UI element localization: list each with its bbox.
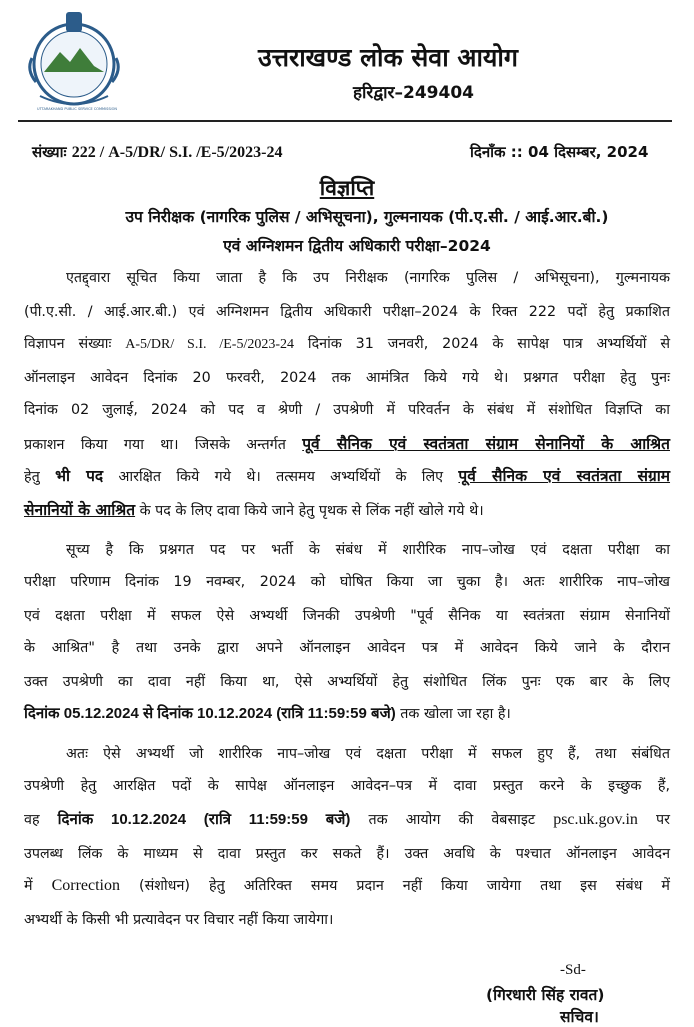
- text-span: तक खोला जा रहा है।: [400, 706, 511, 722]
- paragraph-3-line: [24, 810, 670, 830]
- subject-line-1: उप निरीक्षक (नागरिक पुलिस / अभिसूचना), गुल्मनायक (पी.ए.सी. / आई.आर.बी.): [125, 208, 609, 226]
- paragraph-2-line: के आश्रित" है तथा उनके द्वारा अपने ऑनलाइन आवेदन पत्र में आवेदन किये जाने के दौरान: [24, 640, 670, 656]
- subject-line-2: एवं अग्निशमन द्वितीय अधिकारी परीक्षा–2024: [223, 237, 491, 255]
- signed-mark: -Sd-: [560, 962, 586, 978]
- commission-address: हरिद्वार–249404: [353, 83, 474, 103]
- text-span: विज्ञापन संख्याः: [24, 336, 112, 352]
- deadline-window: दिनांक 05.12.2024 से दिनांक 10.12.2024 (रात्रि 11:59:59 बजे): [24, 705, 396, 722]
- advert-number: A-5/DR/ S.I. /E-5/2023-24: [125, 337, 294, 352]
- paragraph-1-line: [24, 466, 670, 487]
- correction-term: Correction: [51, 877, 120, 894]
- reference-number: [32, 142, 282, 162]
- reference-label: संख्याः: [32, 143, 67, 161]
- paragraph-2-line: एवं दक्षता परीक्षा में सफल ऐसे अभ्यर्थी जिनकी उपश्रेणी "पूर्व सैनिक या स्वतंत्रता संग्राम सेनानियों: [24, 608, 670, 624]
- text-span: हेतु: [24, 469, 40, 485]
- text-span: प्रकाशन किया गया था। जिसके अन्तर्गत: [24, 437, 286, 453]
- text-span: तक आयोग की वेबसाइट: [368, 812, 536, 828]
- notice-heading: [0, 174, 694, 202]
- text-span: में: [24, 878, 33, 894]
- paragraph-1-line: [24, 500, 670, 521]
- paragraph-1-line: (पी.ए.सी. / आई.आर.बी.) एवं अग्निशमन द्वितीय अधिकारी परीक्षा–2024 के रिक्त 222 पदों हेतु प्रकाशित: [24, 304, 670, 320]
- logo-caption: UTTARAKHAND PUBLIC SERVICE COMMISSION: [37, 107, 117, 111]
- paragraph-1-line: दिनांक 02 जुलाई, 2024 को पद व श्रेणी / उपश्रेणी में परिवर्तन के संबंध में संशोधित विज्ञप्ति का: [24, 402, 670, 418]
- paragraph-3-line: अतः ऐसे अभ्यर्थी जो शारीरिक नाप–जोख एवं दक्षता परीक्षा में सफल हुए हैं, तथा संबंधित: [66, 746, 670, 762]
- paragraph-2-line: परीक्षा परिणाम दिनांक 19 नवम्बर, 2024 को घोषित किया जा चुका है। अतः शारीरिक नाप–जोख: [24, 574, 670, 590]
- paragraph-3-line: [24, 876, 670, 896]
- commission-logo: [22, 8, 126, 112]
- text-span: के पद के लिए दावा किये जाने हेतु पृथक से लिंक नहीं खोले गये थे।: [139, 503, 484, 519]
- paragraph-3-line: अभ्यर्थी के किसी भी प्रत्यावेदन पर विचार नहीं किया जायेगा।: [24, 912, 334, 928]
- paragraph-1-line: ऑनलाइन आवेदन दिनांक 20 फरवरी, 2024 तक आमंत्रित किये गये थे। प्रश्नगत परीक्षा हेतु पुनः: [24, 370, 670, 386]
- text-span: वह: [24, 812, 40, 828]
- paragraph-1-line: एतद्द्वारा सूचित किया जाता है कि उप निरीक्षक (नागरिक पुलिस / अभिसूचना), गुल्मनायक: [66, 270, 670, 286]
- emblem-icon: [22, 8, 126, 112]
- paragraph-3-line: उपलब्ध लिंक के माध्यम से दावा प्रस्तुत कर सकते हैं। उक्त अवधि के पश्चात ऑनलाइन आवेदन: [24, 846, 670, 862]
- signatory-designation: सचिव।: [560, 1008, 599, 1026]
- notice-heading-text: विज्ञप्ति: [319, 176, 375, 200]
- paragraph-2-line: सूच्य है कि प्रश्नगत पद पर भर्ती के संबंध में शारीरिक नाप–जोख एवं दक्षता परीक्षा का: [66, 542, 670, 558]
- paragraph-2-line: उक्त उपश्रेणी का दावा नहीं किया था, ऐसे अभ्यर्थियों हेतु संशोधित लिंक पुनः एक बार के लिए: [24, 674, 670, 690]
- highlighted-category: सेनानियों के आश्रित: [24, 501, 136, 519]
- signatory-name: (गिरधारी सिंह रावत): [486, 986, 605, 1004]
- text-span: आरक्षित किये गये थे। तत्समय अभ्यर्थियों के लिए: [118, 469, 444, 485]
- bold-text: भी पद: [55, 467, 104, 485]
- notice-date: [470, 142, 648, 162]
- commission-name: उत्तराखण्ड लोक सेवा आयोग: [258, 43, 518, 72]
- text-span: (संशोधन) हेतु अतिरिक्त समय प्रदान नहीं किया जायेगा तथा इस संबंध में: [139, 878, 670, 894]
- highlighted-category: पूर्व सैनिक एवं स्वतंत्रता संग्राम: [458, 467, 671, 485]
- text-span: पर: [656, 812, 671, 828]
- reference-value: 222 / A-5/DR/ S.I. /E-5/2023-24: [71, 144, 283, 161]
- paragraph-3-line: उपश्रेणी हेतु आरक्षित पदों के सापेक्ष ऑनलाइन आवेदन–पत्र में दावा प्रस्तुत करने के इच्छुक हैं,: [24, 778, 670, 794]
- deadline-date: दिनांक 10.12.2024 (रात्रि 11:59:59 बजे): [57, 811, 351, 828]
- date-label: दिनाँक ::: [470, 143, 523, 161]
- paragraph-2-line: [24, 704, 670, 724]
- header-divider: [18, 120, 672, 122]
- website-link[interactable]: psc.uk.gov.in: [553, 811, 638, 828]
- highlighted-category: पूर्व सैनिक एवं स्वतंत्रता संग्राम सेनानियों के आश्रित: [302, 435, 670, 453]
- date-value: 04 दिसम्बर, 2024: [528, 143, 649, 161]
- text-span: दिनांक 31 जनवरी, 2024 के सापेक्ष पात्र अभ्यर्थियों से: [307, 336, 671, 352]
- paragraph-1-line: [24, 334, 670, 355]
- paragraph-1-line: [24, 434, 670, 455]
